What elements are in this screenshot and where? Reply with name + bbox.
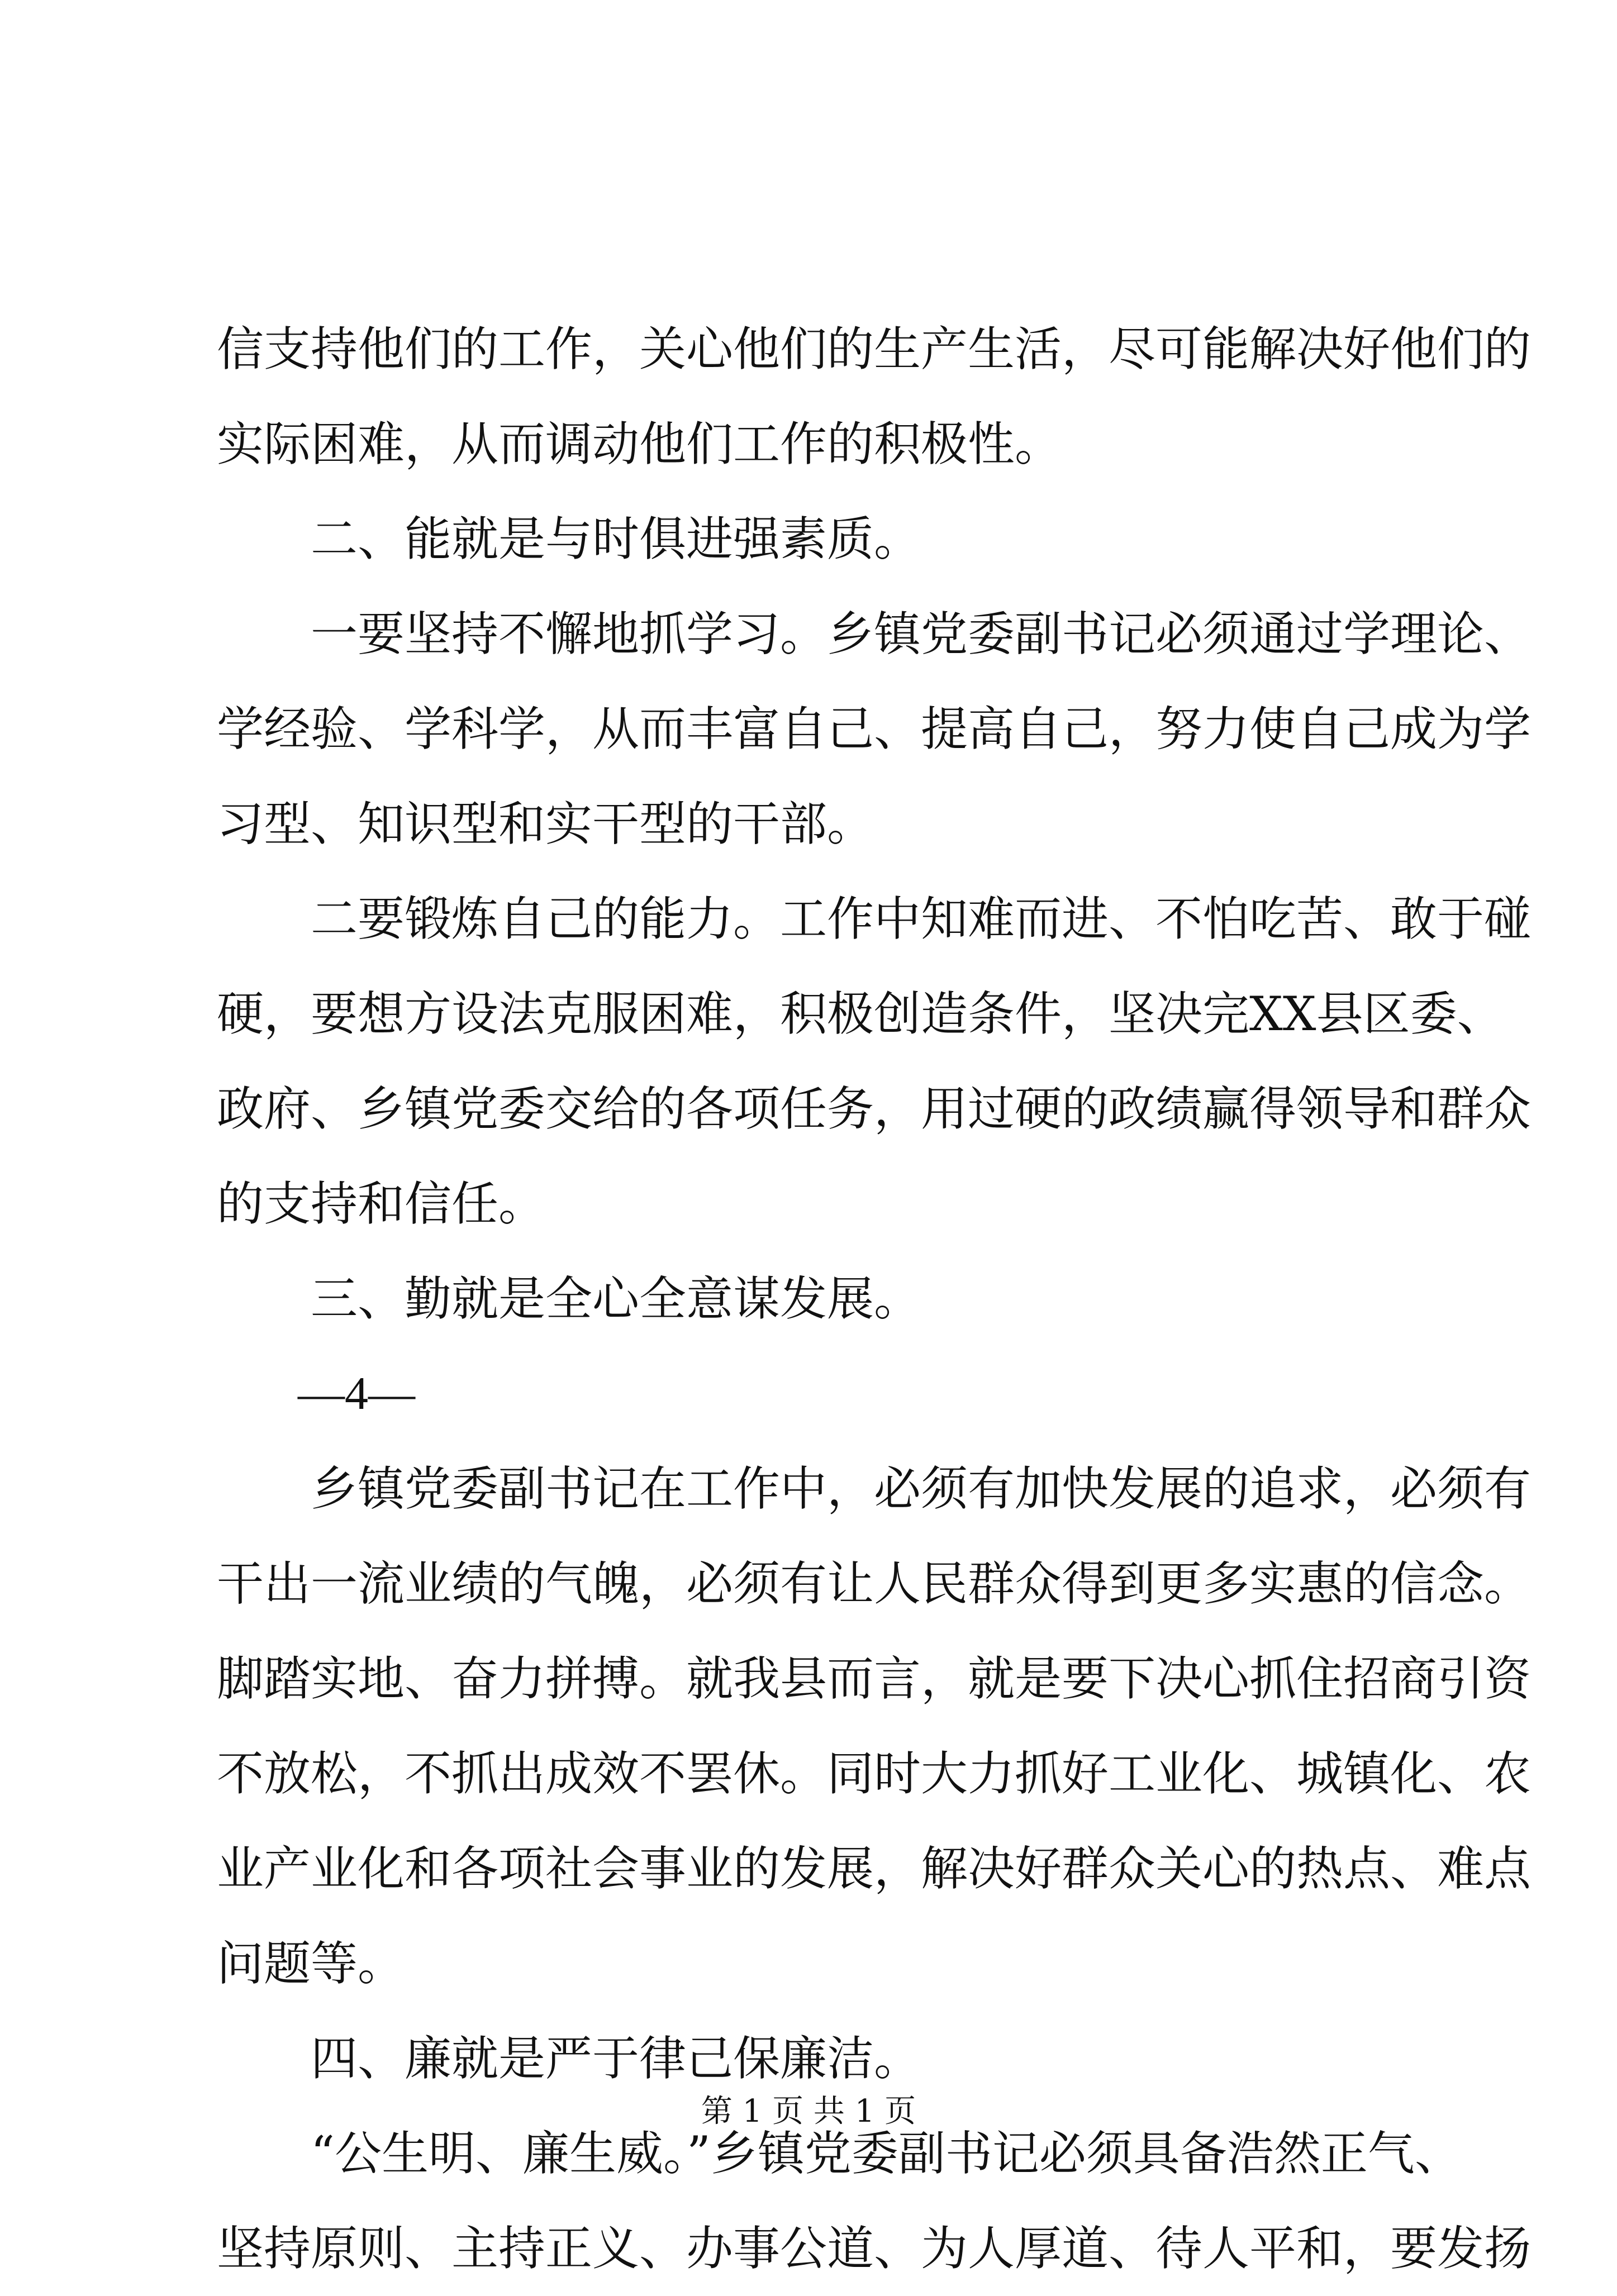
paragraph <box>217 2106 1532 2296</box>
paragraph <box>217 492 1435 587</box>
paragraph-line: 问题等。 <box>217 1936 405 1991</box>
paragraph-line: 的支持和信任。 <box>217 1176 546 1231</box>
paragraph-line: 坚持原则、主持正义、办事公道、为人厚道、待人平和，要发扬 <box>217 2221 1532 2276</box>
page-footer: 第 1 页 共 1 页 <box>701 2093 916 2130</box>
paragraph-line: 乡镇党委副书记在工作中，必须有加快发展的追求，必须有 <box>311 1461 1532 1516</box>
paragraph-line: 信支持他们的工作，关心他们的生产生活，尽可能解决好他们的 <box>217 322 1532 377</box>
paragraph-line: 业产业化和各项社会事业的发展，解决好群众关心的热点、难点 <box>217 1841 1532 1896</box>
paragraph-line: 三、勤就是全心全意谋发展。 <box>311 1271 921 1326</box>
paragraph-line: 脚踏实地、奋力拼搏。就我县而言，就是要下决心抓住招商引资 <box>217 1651 1532 1706</box>
paragraph-line: “公生明、廉生威。”乡镇党委副书记必须具备浩然正气、 <box>311 2126 1462 2181</box>
paragraph <box>217 1251 1435 1346</box>
paragraph-line: 不放松，不抓出成效不罢休。同时大力抓好工业化、城镇化、农 <box>217 1746 1532 1801</box>
document-body <box>217 302 1532 2296</box>
page-number-text: —4— <box>298 1368 415 1419</box>
paragraph <box>217 1441 1532 2011</box>
paragraph <box>217 871 1532 1251</box>
paragraph-line: 政府、乡镇党委交给的各项任务，用过硬的政绩赢得领导和群众 <box>217 1082 1532 1136</box>
paragraph-line: 二、能就是与时俱进强素质。 <box>311 512 921 566</box>
paragraph-line: 学经验、学科学，从而丰富自己、提高自己，努力使自己成为学 <box>217 702 1532 756</box>
paragraph-line: 硬，要想方设法克服困难，积极创造条件，坚决完XX县区委、 <box>217 987 1504 1041</box>
paragraph-line: 一要坚持不懈地抓学习。乡镇党委副书记必须通过学理论、 <box>311 607 1532 661</box>
page-number-marker <box>217 1346 1435 1441</box>
paragraph <box>217 302 1532 492</box>
paragraph-line: 习型、知识型和实干型的干部。 <box>217 797 874 851</box>
paragraph-line: 二要锻炼自己的能力。工作中知难而进、不怕吃苦、敢于碰 <box>311 892 1532 946</box>
paragraph-line: 实际困难，从而调动他们工作的积极性。 <box>217 417 1062 471</box>
paragraph <box>217 587 1532 871</box>
paragraph-line: 四、廉就是严于律己保廉洁。 <box>311 2031 921 2086</box>
paragraph-line: 干出一流业绩的气魄，必须有让人民群众得到更多实惠的信念。 <box>217 1556 1532 1611</box>
